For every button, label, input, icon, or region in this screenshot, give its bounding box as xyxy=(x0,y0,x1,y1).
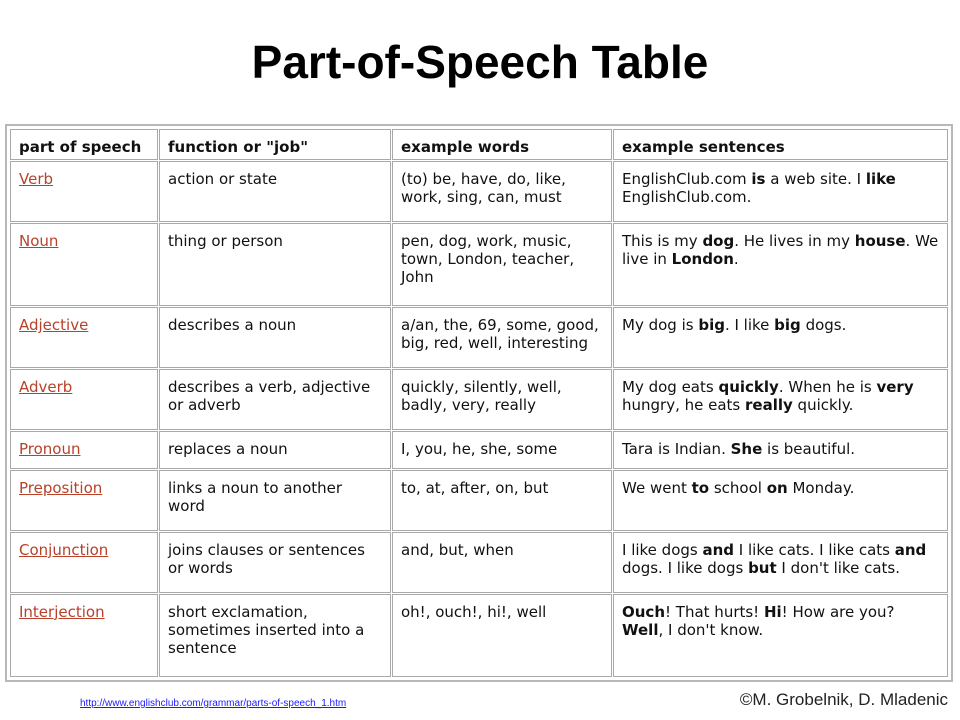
cell-function: describes a noun xyxy=(159,307,391,368)
table-row xyxy=(10,431,948,469)
cell-part-of-speech xyxy=(10,431,158,469)
highlighted-word: and xyxy=(702,540,735,559)
cell-example-words: pen, dog, work, music, town, London, teacher, John xyxy=(392,223,612,306)
highlighted-word: like xyxy=(865,170,896,188)
sentence-text: quickly. xyxy=(792,395,854,414)
table-row xyxy=(10,594,948,677)
cell-example-sentence xyxy=(613,369,948,430)
table-row xyxy=(10,532,948,593)
table-header-row xyxy=(10,129,948,160)
cell-part-of-speech xyxy=(10,307,158,368)
highlighted-word: London xyxy=(671,249,734,268)
highlighted-word: She xyxy=(730,439,763,458)
table-row xyxy=(10,470,948,531)
sentence-text: We went xyxy=(622,479,692,498)
sentence-text: . xyxy=(733,249,739,268)
highlighted-word: really xyxy=(745,395,793,414)
table-row xyxy=(10,223,948,306)
cell-example-words: (to) be, have, do, like, work, sing, can, must xyxy=(392,161,612,222)
part-of-speech-link[interactable]: Verb xyxy=(19,170,54,188)
sentence-text: Tara is Indian. xyxy=(622,439,731,458)
cell-example-words: and, but, when xyxy=(392,532,612,593)
part-of-speech-table-frame xyxy=(5,124,953,682)
sentence-text: Monday. xyxy=(787,479,855,498)
cell-function: joins clauses or sentences or words xyxy=(159,532,391,593)
sentence-text: EnglishClub.com. xyxy=(622,188,752,206)
highlighted-word: very xyxy=(876,377,914,396)
sentence-text: My dog is xyxy=(622,316,699,334)
sentence-text: is beautiful. xyxy=(762,439,856,458)
sentence-text: . I like xyxy=(724,316,775,334)
header-function: function or "job" xyxy=(159,129,391,160)
sentence-text: This is my xyxy=(622,231,703,250)
cell-example-words: a/an, the, 69, some, good, big, red, well, interesting xyxy=(392,307,612,368)
highlighted-word: house xyxy=(854,231,906,250)
part-of-speech-link[interactable]: Adverb xyxy=(19,377,73,396)
cell-example-words: quickly, silently, well, badly, very, really xyxy=(392,369,612,430)
part-of-speech-link[interactable]: Pronoun xyxy=(19,439,81,458)
sentence-text: . We live in xyxy=(622,231,939,268)
part-of-speech-link[interactable]: Preposition xyxy=(19,479,103,498)
sentence-text: ! How are you? xyxy=(781,602,895,621)
sentence-text: , I don't know. xyxy=(658,620,764,639)
cell-function: links a noun to another word xyxy=(159,470,391,531)
cell-example-words: I, you, he, she, some xyxy=(392,431,612,469)
highlighted-word: but xyxy=(748,558,777,577)
sentence-text: hungry, he eats xyxy=(622,395,746,414)
highlighted-word: is xyxy=(751,170,766,188)
cell-example-sentence xyxy=(613,307,948,368)
sentence-text: EnglishClub.com xyxy=(622,170,752,188)
page-title: Part-of-Speech Table xyxy=(251,36,709,88)
part-of-speech-table xyxy=(9,128,949,678)
cell-example-sentence xyxy=(613,470,948,531)
cell-part-of-speech xyxy=(10,532,158,593)
credit-text: ©M. Grobelnik, D. Mladenic xyxy=(739,690,948,709)
highlighted-word: to xyxy=(691,479,710,498)
cell-function: thing or person xyxy=(159,223,391,306)
cell-example-words: oh!, ouch!, hi!, well xyxy=(392,594,612,677)
part-of-speech-link[interactable]: Interjection xyxy=(19,602,105,621)
cell-part-of-speech xyxy=(10,369,158,430)
header-example-words: example words xyxy=(392,129,612,160)
cell-function: describes a verb, adjective or adverb xyxy=(159,369,391,430)
highlighted-word: Hi xyxy=(763,602,782,621)
highlighted-word: Ouch xyxy=(622,602,666,621)
sentence-text: I like dogs xyxy=(622,540,703,559)
part-of-speech-link[interactable]: Noun xyxy=(19,231,59,250)
part-of-speech-link[interactable]: Conjunction xyxy=(19,540,109,559)
sentence-text: a web site. I xyxy=(765,170,866,188)
sentence-text: . When he is xyxy=(778,377,877,396)
cell-part-of-speech xyxy=(10,470,158,531)
sentence-text: I like cats. I like cats xyxy=(734,540,895,559)
sentence-text: ! That hurts! xyxy=(665,602,764,621)
cell-function: action or state xyxy=(159,161,391,222)
header-example-sentences: example sentences xyxy=(613,129,948,160)
sentence-text: school xyxy=(709,479,767,498)
cell-example-sentence xyxy=(613,594,948,677)
cell-example-sentence xyxy=(613,161,948,222)
highlighted-word: and xyxy=(894,540,927,559)
sentence-text: . He lives in my xyxy=(734,231,855,250)
sentence-text: My dog eats xyxy=(622,377,719,396)
sentence-text: dogs. xyxy=(800,316,847,334)
table-row xyxy=(10,161,948,222)
highlighted-word: quickly xyxy=(718,377,779,396)
cell-part-of-speech xyxy=(10,594,158,677)
table-row xyxy=(10,369,948,430)
cell-example-sentence xyxy=(613,532,948,593)
table-body xyxy=(10,161,948,677)
highlighted-word: big xyxy=(774,316,801,334)
source-link[interactable]: http://www.englishclub.com/grammar/parts-of-speech_1.htm xyxy=(80,698,347,709)
highlighted-word: on xyxy=(766,479,788,498)
sentence-text: dogs. I like dogs xyxy=(622,558,749,577)
cell-part-of-speech xyxy=(10,161,158,222)
cell-example-words: to, at, after, on, but xyxy=(392,470,612,531)
cell-example-sentence xyxy=(613,223,948,306)
cell-part-of-speech xyxy=(10,223,158,306)
cell-example-sentence xyxy=(613,431,948,469)
table-row xyxy=(10,307,948,368)
highlighted-word: Well xyxy=(622,620,659,639)
sentence-text: I don't like cats. xyxy=(776,558,900,577)
part-of-speech-link[interactable]: Adjective xyxy=(19,316,89,334)
highlighted-word: dog xyxy=(702,231,735,250)
cell-function: replaces a noun xyxy=(159,431,391,469)
header-part-of-speech: part of speech xyxy=(10,129,158,160)
cell-function: short exclamation, sometimes inserted into a sentence xyxy=(159,594,391,677)
highlighted-word: big xyxy=(698,316,725,334)
